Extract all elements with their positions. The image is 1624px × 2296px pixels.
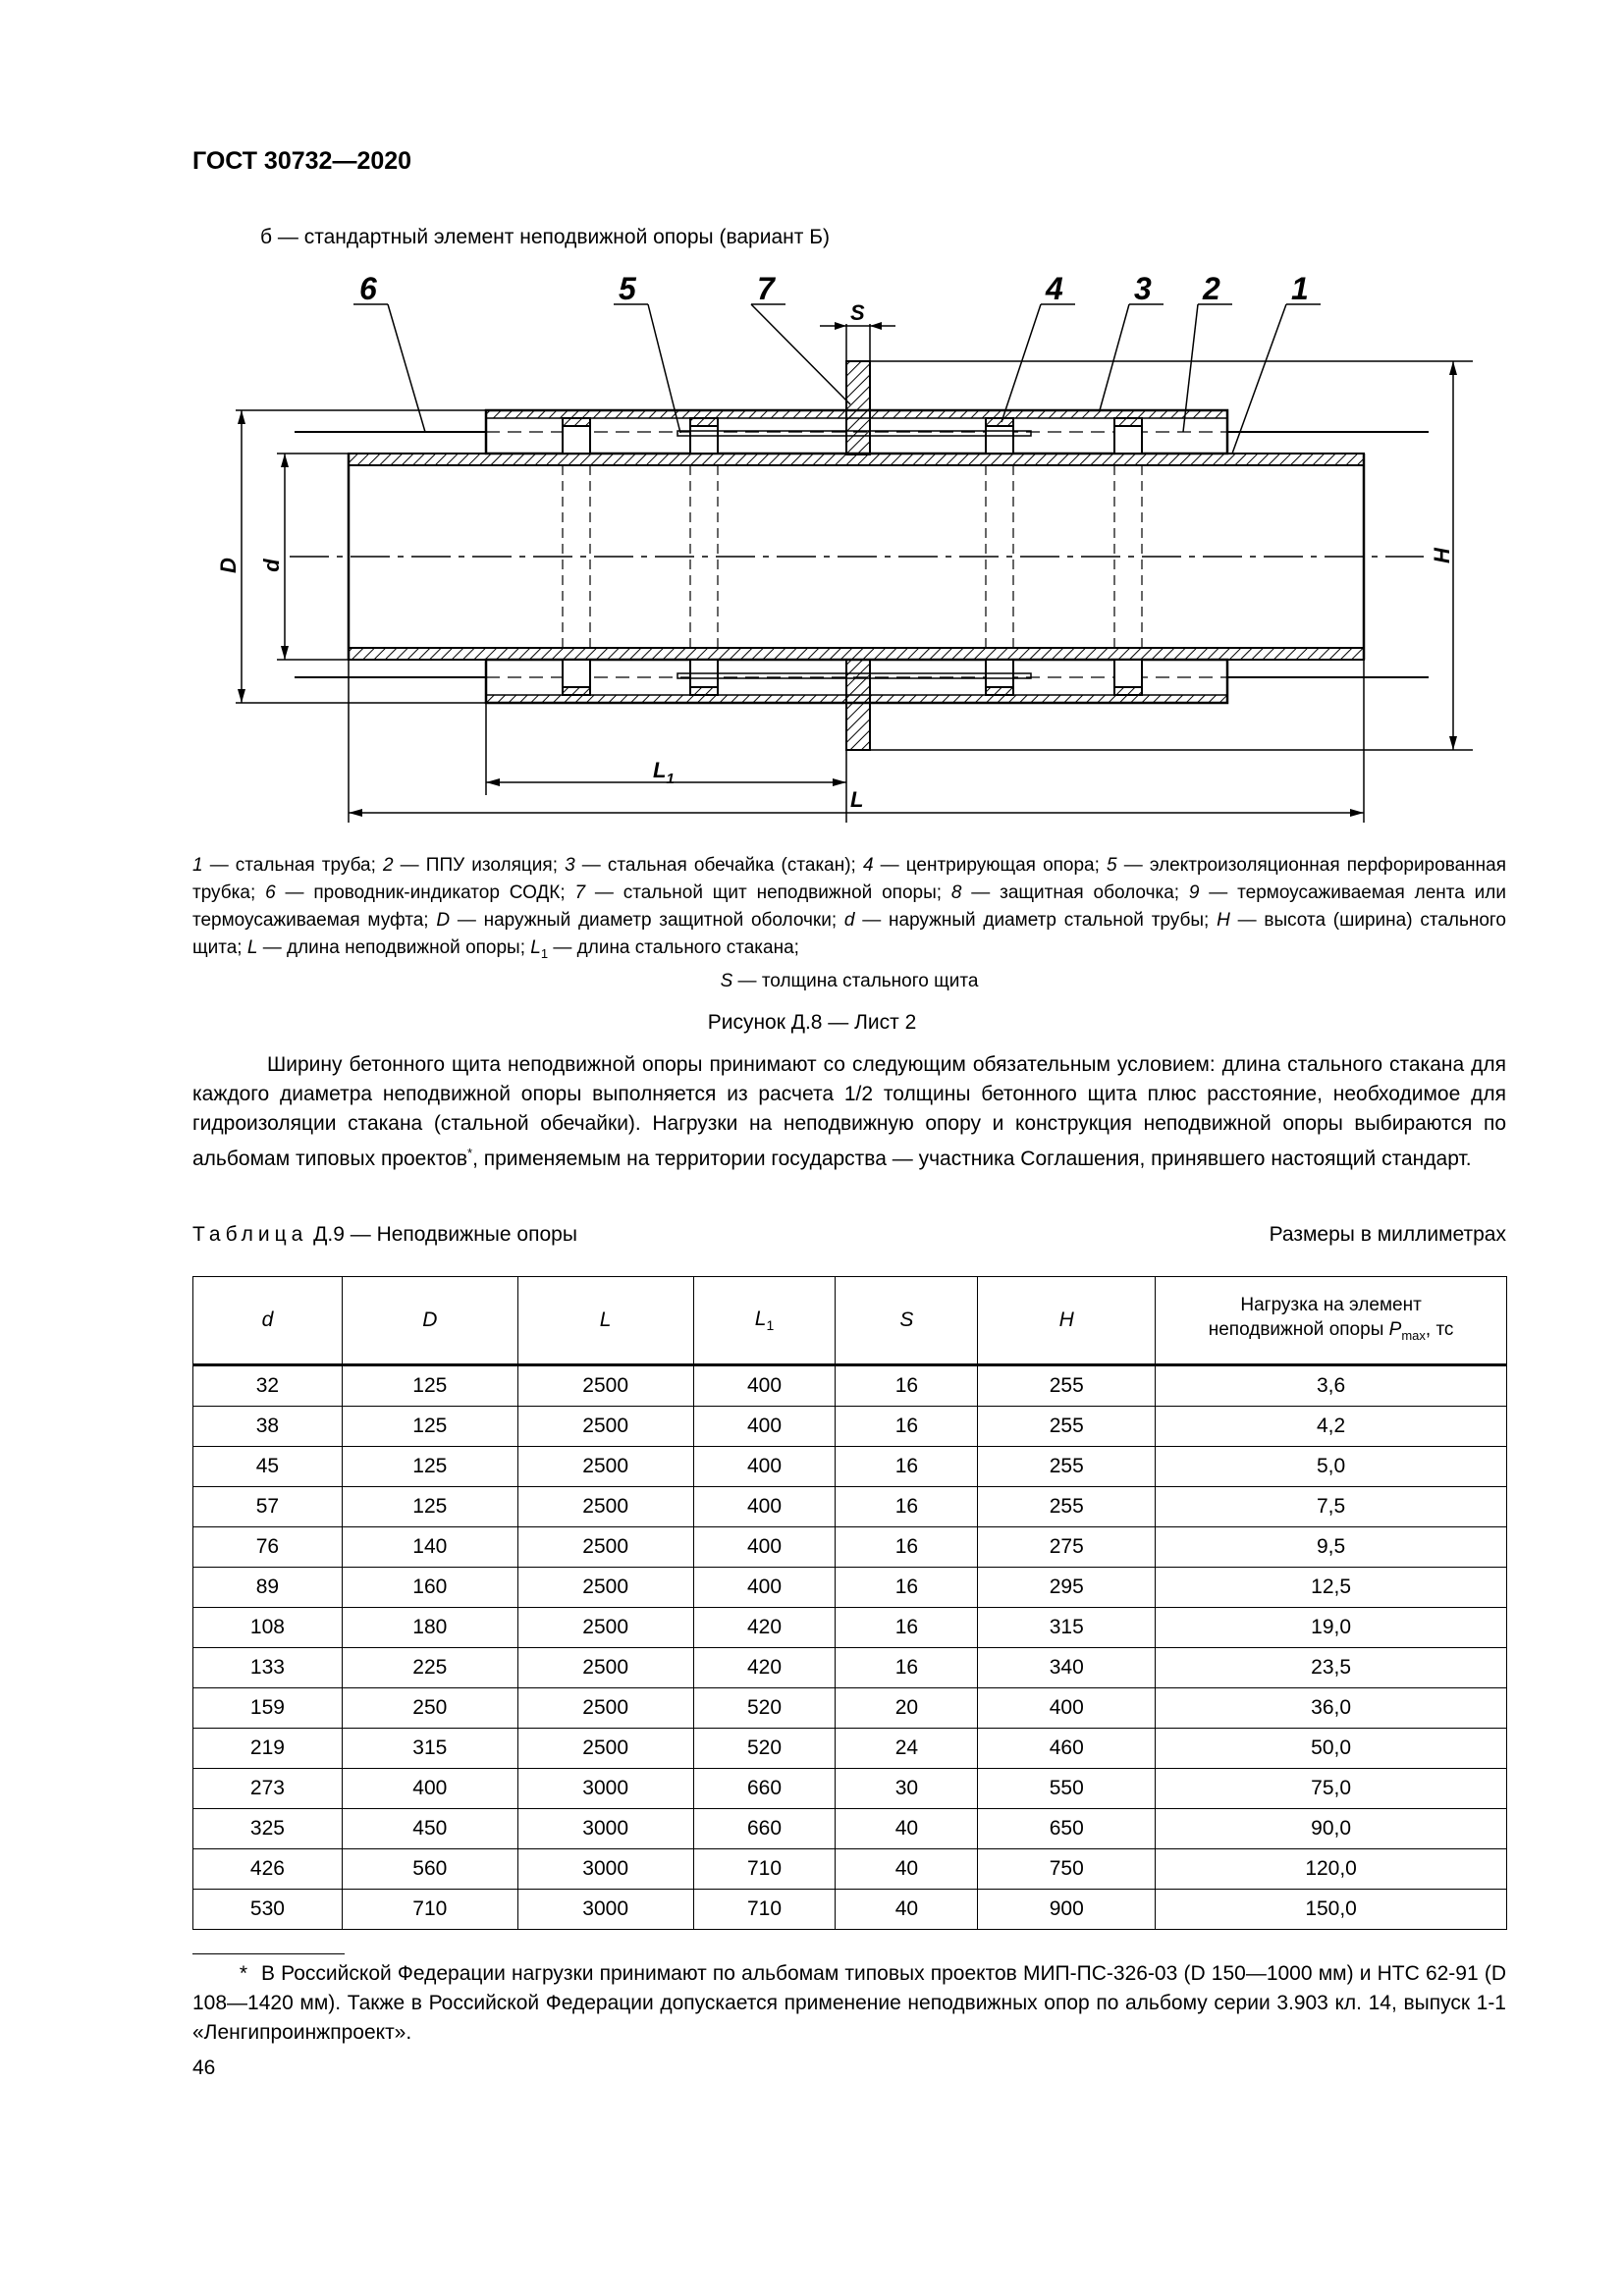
legend-var: 2 bbox=[382, 855, 394, 876]
table-cell: 400 bbox=[693, 1527, 836, 1568]
table-cell: 12,5 bbox=[1156, 1568, 1507, 1608]
table-cell: 159 bbox=[193, 1688, 343, 1729]
table-cell: 650 bbox=[978, 1809, 1156, 1849]
col-header-load: Нагрузка на элемент неподвижной опоры $P_{max}$, тс bbox=[1156, 1277, 1507, 1365]
table-row bbox=[193, 1527, 1507, 1568]
table-cell: 426 bbox=[193, 1849, 343, 1890]
legend-var: 3 bbox=[565, 855, 575, 876]
table-row bbox=[193, 1608, 1507, 1648]
table-cell: 255 bbox=[978, 1365, 1156, 1407]
legend-var: 6 bbox=[265, 882, 276, 903]
legend-text: — защитная оболочка; bbox=[961, 882, 1189, 903]
legend-items bbox=[192, 855, 1506, 958]
table-cell: 660 bbox=[693, 1809, 836, 1849]
table-cell: 2500 bbox=[517, 1729, 693, 1769]
legend-text: — ППУ изоляция; bbox=[393, 855, 566, 876]
legend-var: d bbox=[843, 910, 855, 931]
callout-4: 4 bbox=[1046, 275, 1063, 306]
legend-text: — стальная труба; bbox=[202, 855, 383, 876]
table-cell: 450 bbox=[342, 1809, 517, 1849]
callout-7: 7 bbox=[757, 275, 775, 306]
col-header-D: D bbox=[342, 1277, 517, 1365]
table-cell: 400 bbox=[693, 1365, 836, 1407]
callout-3: 3 bbox=[1134, 275, 1152, 306]
figure-legend: 1 — стальная труба; 2 — ППУ изоляция; 3 — стальная обечайка (стакан); 4 — центрирующая опора; 5 — электроизоляционная перфорированная трубка; 6 — проводник-индикатор СОДК; 7 — стальной щит неподвижной опоры; 8 — защитная оболочка; 9 — термоусаживаемая лента или термоусаживаемая муфта; D — наружный диаметр защитной оболочки; d — наружный диаметр стальной трубы; H — высота (ширина) стального щита; L — длина неподвижной опоры; $L_1$ — длина стального стакана; S — толщина стального щита bbox=[192, 852, 1506, 995]
table-cell: 16 bbox=[836, 1447, 978, 1487]
table-cell: 16 bbox=[836, 1487, 978, 1527]
col-header-L: L bbox=[517, 1277, 693, 1365]
table-cell: 150,0 bbox=[1156, 1890, 1507, 1930]
table-row bbox=[193, 1365, 1507, 1407]
table-cell: 36,0 bbox=[1156, 1688, 1507, 1729]
table-cell: 23,5 bbox=[1156, 1648, 1507, 1688]
table-cell: 30 bbox=[836, 1769, 978, 1809]
table-cell: 24 bbox=[836, 1729, 978, 1769]
legend-text-L1: — длина стального стакана; bbox=[548, 937, 799, 958]
table-cell: 40 bbox=[836, 1809, 978, 1849]
col-header-H: H bbox=[978, 1277, 1156, 1365]
table-cell: 89 bbox=[193, 1568, 343, 1608]
table-cell: 340 bbox=[978, 1648, 1156, 1688]
table-cell: 275 bbox=[978, 1527, 1156, 1568]
table-cell: 530 bbox=[193, 1890, 343, 1930]
table-cell: 140 bbox=[342, 1527, 517, 1568]
table-row bbox=[193, 1648, 1507, 1688]
table-cell: 50,0 bbox=[1156, 1729, 1507, 1769]
legend-text: — термоусаживаемая лента или термоусаживаемая муфта; bbox=[192, 882, 1506, 931]
table-cell: 90,0 bbox=[1156, 1809, 1507, 1849]
table-cell: 9,5 bbox=[1156, 1527, 1507, 1568]
table-cell: 710 bbox=[693, 1849, 836, 1890]
legend-var: 4 bbox=[862, 855, 874, 876]
table-cell: 255 bbox=[978, 1487, 1156, 1527]
table-row bbox=[193, 1407, 1507, 1447]
legend-var: 5 bbox=[1107, 855, 1117, 876]
pipe-support-drawing bbox=[187, 275, 1502, 825]
table-cell: 2500 bbox=[517, 1688, 693, 1729]
table-cell: 40 bbox=[836, 1890, 978, 1930]
table-cell: 2500 bbox=[517, 1568, 693, 1608]
table-row bbox=[193, 1769, 1507, 1809]
table-row bbox=[193, 1849, 1507, 1890]
dim-D-label: D bbox=[216, 558, 241, 573]
table-cell: 550 bbox=[978, 1769, 1156, 1809]
legend-var: H bbox=[1217, 910, 1230, 931]
dim-H-label: H bbox=[1430, 548, 1454, 563]
table-cell: 45 bbox=[193, 1447, 343, 1487]
legend-var-L1: L bbox=[530, 937, 541, 958]
table-cell: 4,2 bbox=[1156, 1407, 1507, 1447]
table-cell: 400 bbox=[342, 1769, 517, 1809]
table-cell: 2500 bbox=[517, 1407, 693, 1447]
table-cell: 520 bbox=[693, 1729, 836, 1769]
footnote-separator bbox=[192, 1953, 345, 1954]
table-cell: 76 bbox=[193, 1527, 343, 1568]
document-code: ГОСТ 30732—2020 bbox=[192, 147, 412, 175]
table-cell: 180 bbox=[342, 1608, 517, 1648]
legend-text: — стальная обечайка (стакан); bbox=[574, 855, 863, 876]
legend-text: — электроизоляционная перфорированная трубка; bbox=[192, 855, 1506, 903]
legend-text: — стальной щит неподвижной опоры; bbox=[585, 882, 951, 903]
table-cell: 2500 bbox=[517, 1648, 693, 1688]
table-cell: 16 bbox=[836, 1648, 978, 1688]
table-cell: 2500 bbox=[517, 1365, 693, 1407]
legend-var: D bbox=[436, 910, 451, 931]
table-cell: 3000 bbox=[517, 1809, 693, 1849]
table-cell: 273 bbox=[193, 1769, 343, 1809]
table-cell: 133 bbox=[193, 1648, 343, 1688]
table-cell: 315 bbox=[978, 1608, 1156, 1648]
table-cell: 40 bbox=[836, 1849, 978, 1890]
table-cell: 400 bbox=[693, 1407, 836, 1447]
table-cell: 2500 bbox=[517, 1487, 693, 1527]
table-cell: 420 bbox=[693, 1608, 836, 1648]
dim-d-label: d bbox=[259, 559, 284, 572]
table-cell: 125 bbox=[342, 1487, 517, 1527]
table-row bbox=[193, 1729, 1507, 1769]
table-cell: 16 bbox=[836, 1608, 978, 1648]
col-header-S: S bbox=[836, 1277, 978, 1365]
table-cell: 108 bbox=[193, 1608, 343, 1648]
dim-L1-label: $L_1$ bbox=[653, 758, 675, 787]
table-cell: 400 bbox=[693, 1447, 836, 1487]
table-cell: 400 bbox=[693, 1487, 836, 1527]
table-cell: 3000 bbox=[517, 1890, 693, 1930]
table-cell: 20 bbox=[836, 1688, 978, 1729]
table-cell: 315 bbox=[342, 1729, 517, 1769]
table-cell: 520 bbox=[693, 1688, 836, 1729]
table-cell: 660 bbox=[693, 1769, 836, 1809]
table-caption: Таблица Д.9 — Неподвижные опоры bbox=[192, 1223, 577, 1246]
table-cell: 19,0 bbox=[1156, 1608, 1507, 1648]
table-cell: 125 bbox=[342, 1407, 517, 1447]
legend-var: 7 bbox=[574, 882, 586, 903]
col-header-d: d bbox=[193, 1277, 343, 1365]
table-cell: 219 bbox=[193, 1729, 343, 1769]
table-cell: 3,6 bbox=[1156, 1365, 1507, 1407]
table-cell: 3000 bbox=[517, 1769, 693, 1809]
table-cell: 38 bbox=[193, 1407, 343, 1447]
callout-2: 2 bbox=[1203, 275, 1220, 306]
col-header-L1: $L_1$ bbox=[693, 1277, 836, 1365]
legend-text: — центрирующая опора; bbox=[873, 855, 1108, 876]
table-cell: 125 bbox=[342, 1447, 517, 1487]
legend-last-line: S — толщина стального щита bbox=[720, 970, 979, 991]
table-cell: 420 bbox=[693, 1648, 836, 1688]
table-cell: 400 bbox=[693, 1568, 836, 1608]
table-cell: 16 bbox=[836, 1568, 978, 1608]
legend-var: L bbox=[246, 937, 258, 958]
table-cell: 57 bbox=[193, 1487, 343, 1527]
table-cell: 16 bbox=[836, 1527, 978, 1568]
dim-s-label: S bbox=[850, 300, 865, 325]
footnote: * В Российской Федерации нагрузки принимают по альбомам типовых проектов МИП-ПС-326-03 (D 150—1000 мм) и НТС 62-91 (D 108—1420 мм). Также в Российской Федерации допускается применение неподвижных опор по альбому серии 3.903 кл. 14, выпуск 1-1 «Ленгипроинжпроект». bbox=[192, 1962, 1506, 2044]
table-cell: 255 bbox=[978, 1407, 1156, 1447]
figure-caption: Рисунок Д.8 — Лист 2 bbox=[707, 1011, 917, 1034]
figure-subcaption: б — стандартный элемент неподвижной опоры (вариант Б) bbox=[260, 226, 830, 248]
table-cell: 5,0 bbox=[1156, 1447, 1507, 1487]
table-cell: 16 bbox=[836, 1365, 978, 1407]
footnote-ref: * bbox=[467, 1146, 473, 1160]
legend-text: — проводник-индикатор СОДК; bbox=[275, 882, 575, 903]
table-cell: 2500 bbox=[517, 1527, 693, 1568]
table-cell: 325 bbox=[193, 1809, 343, 1849]
table-header-row bbox=[193, 1277, 1507, 1365]
table-cell: 750 bbox=[978, 1849, 1156, 1890]
table-row bbox=[193, 1890, 1507, 1930]
table-cell: 900 bbox=[978, 1890, 1156, 1930]
table-cell: 3000 bbox=[517, 1849, 693, 1890]
table-cell: 250 bbox=[342, 1688, 517, 1729]
table-cell: 120,0 bbox=[1156, 1849, 1507, 1890]
callout-6: 6 bbox=[359, 275, 377, 306]
table-cell: 32 bbox=[193, 1365, 343, 1407]
legend-text: — наружный диаметр защитной оболочки; bbox=[450, 910, 844, 931]
table-cell: 295 bbox=[978, 1568, 1156, 1608]
table-cell: 460 bbox=[978, 1729, 1156, 1769]
table-cell: 2500 bbox=[517, 1447, 693, 1487]
table-cell: 75,0 bbox=[1156, 1769, 1507, 1809]
table-cell: 560 bbox=[342, 1849, 517, 1890]
legend-text: — длина неподвижной опоры; bbox=[257, 937, 531, 958]
legend-var: 9 bbox=[1188, 882, 1200, 903]
table-cell: 160 bbox=[342, 1568, 517, 1608]
table-cell: 7,5 bbox=[1156, 1487, 1507, 1527]
dim-L-label: L bbox=[850, 787, 864, 812]
legend-var: 1 bbox=[192, 855, 203, 876]
callout-1: 1 bbox=[1291, 275, 1309, 306]
table-cell: 225 bbox=[342, 1648, 517, 1688]
table-units: Размеры в миллиметрах bbox=[1269, 1223, 1506, 1246]
table-cell: 2500 bbox=[517, 1608, 693, 1648]
page-number: 46 bbox=[192, 2056, 216, 2079]
legend-var: 8 bbox=[950, 882, 962, 903]
table-cell: 710 bbox=[693, 1890, 836, 1930]
table-row bbox=[193, 1568, 1507, 1608]
table-row bbox=[193, 1487, 1507, 1527]
table-cell: 255 bbox=[978, 1447, 1156, 1487]
callout-5: 5 bbox=[619, 275, 636, 306]
legend-text: — наружный диаметр стальной трубы; bbox=[854, 910, 1218, 931]
table-row bbox=[193, 1688, 1507, 1729]
body-paragraph: Ширину бетонного щита неподвижной опоры принимают со следующим обязательным условием: длина стального стакана для каждого диаметра неподвижной опоры выполняется из расчета 1/2 толщины бетонного щита плюс расстояние, необходимое для гидроизоляции стакана (стальной обечайки). Нагрузки на неподвижную опору и конструкция неподвижной опоры выбираются по альбомам типовых проектов*, применяемым на территории государства — участника Соглашения, принявшего настоящий стандарт. bbox=[192, 1053, 1506, 1170]
table-cell: 710 bbox=[342, 1890, 517, 1930]
table-row bbox=[193, 1447, 1507, 1487]
supports-table bbox=[192, 1276, 1507, 1930]
table-cell: 16 bbox=[836, 1407, 978, 1447]
table-cell: 125 bbox=[342, 1365, 517, 1407]
legend-text: — высота (ширина) стального щита; bbox=[192, 910, 1506, 958]
table-row bbox=[193, 1809, 1507, 1849]
table-cell: 400 bbox=[978, 1688, 1156, 1729]
